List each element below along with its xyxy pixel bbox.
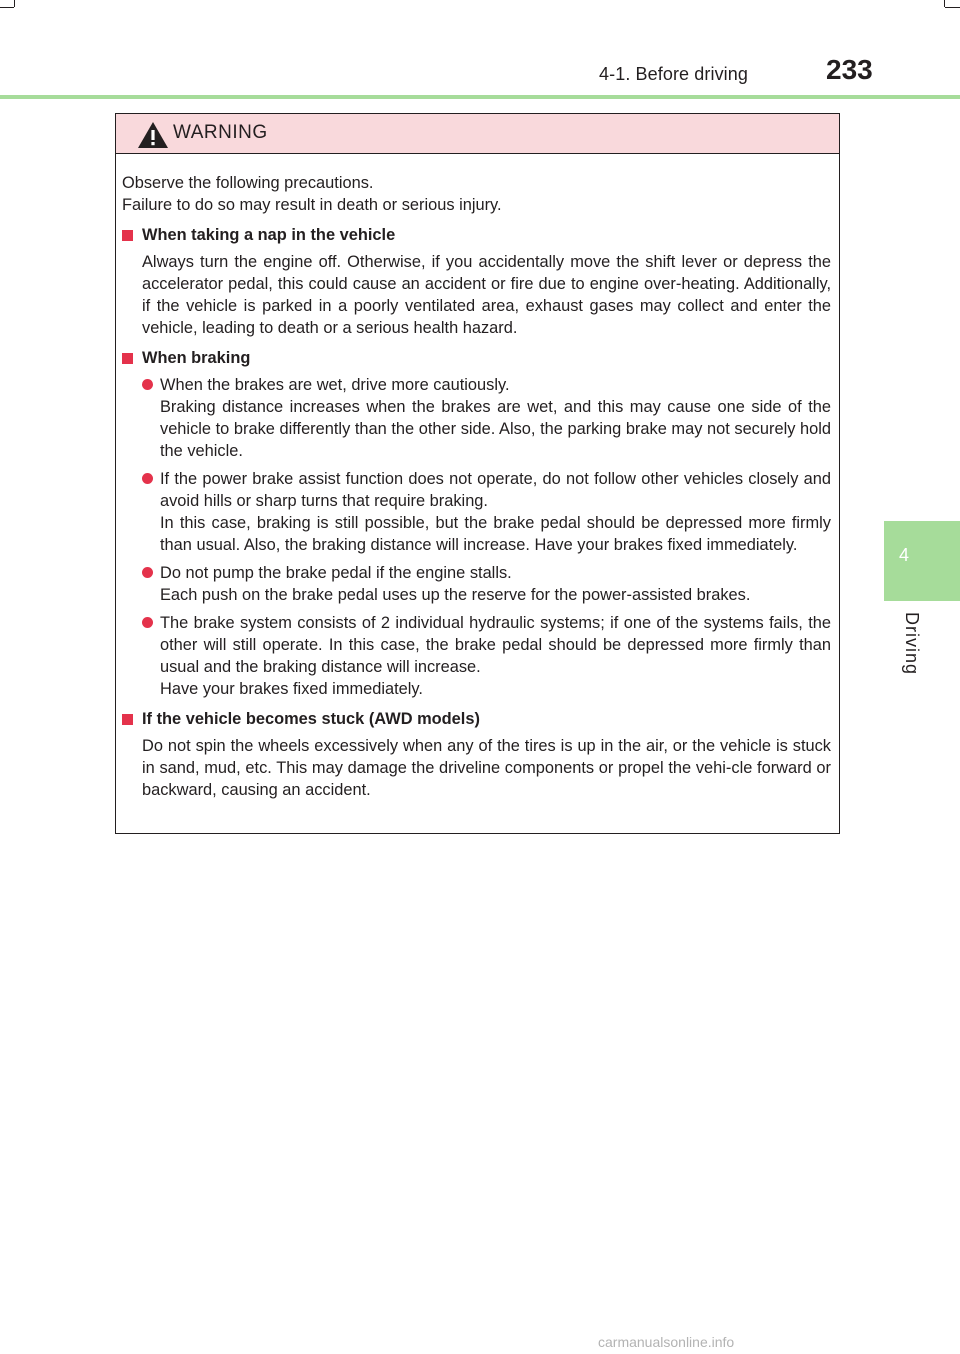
square-bullet-icon bbox=[122, 714, 133, 725]
chapter-tab-label: Driving bbox=[902, 612, 922, 676]
bullet-text bbox=[160, 468, 831, 556]
intro-line: Failure to do so may result in death or serious injury. bbox=[122, 196, 502, 214]
chapter-tab bbox=[884, 521, 960, 601]
bullet-line: In this case, braking is still possible, but the brake pedal should be depressed more firmly than usual. Also, the braking distance will increase. Have your brakes fixed immediately. bbox=[160, 514, 831, 554]
section-heading-text: If the vehicle becomes stuck (AWD models) bbox=[142, 710, 480, 728]
list-item bbox=[142, 374, 831, 462]
warning-triangle-icon bbox=[137, 121, 169, 149]
running-header-section: 4-1. Before driving bbox=[599, 64, 748, 84]
warning-body bbox=[116, 154, 839, 801]
square-bullet-icon bbox=[122, 230, 133, 241]
warning-title: WARNING bbox=[173, 122, 268, 143]
square-bullet-icon bbox=[122, 353, 133, 364]
section-heading-nap bbox=[122, 224, 831, 246]
crop-mark-top-right-h bbox=[945, 7, 960, 8]
list-item bbox=[142, 562, 831, 606]
round-bullet-icon bbox=[142, 473, 153, 484]
bullet-line: Each push on the brake pedal uses up the reserve for the power-assisted brakes. bbox=[160, 586, 751, 604]
bullet-line: Do not pump the brake pedal if the engine stalls. bbox=[160, 564, 512, 582]
bullet-text bbox=[160, 612, 831, 700]
warning-header bbox=[116, 114, 839, 154]
section-heading-braking bbox=[122, 347, 831, 369]
bullet-line: If the power brake assist function does not operate, do not follow other vehicles closely and avoid hills or sharp turns that require braking. bbox=[160, 470, 831, 510]
bullet-text bbox=[160, 374, 831, 462]
round-bullet-icon bbox=[142, 567, 153, 578]
round-bullet-icon bbox=[142, 617, 153, 628]
bullet-line: Have your brakes fixed immediately. bbox=[160, 680, 423, 698]
section-paragraph: Do not spin the wheels excessively when any of the tires is up in the air, or the vehicle is stuck in sand, mud, etc. This may damage the driveline components or propel the vehi-cle forward or backward, causing an accident. bbox=[142, 737, 831, 799]
list-item bbox=[142, 612, 831, 700]
round-bullet-icon bbox=[142, 379, 153, 390]
bullet-text bbox=[160, 562, 831, 606]
watermark[interactable]: carmanualsonline.info bbox=[598, 1334, 735, 1350]
crop-mark-top-left-v bbox=[14, 0, 15, 7]
section-heading-text: When taking a nap in the vehicle bbox=[142, 226, 396, 244]
page-number: 233 bbox=[826, 54, 873, 85]
crop-mark-top-left-h bbox=[0, 7, 14, 8]
section-heading-stuck bbox=[122, 708, 831, 730]
header-rule bbox=[0, 95, 960, 99]
bullet-line: The brake system consists of 2 individual hydraulic systems; if one of the systems fails, the other will still operate. In this case, the brake pedal should be depressed more firmly than usual and the braking distance will increase. bbox=[160, 614, 831, 676]
warning-box bbox=[115, 113, 840, 834]
warning-intro bbox=[122, 172, 831, 216]
bullet-line: When the brakes are wet, drive more cautiously. bbox=[160, 376, 510, 394]
section-heading-text: When braking bbox=[142, 349, 251, 367]
bullet-line: Braking distance increases when the brakes are wet, and this may cause one side of the vehicle to brake differently than the other side. Also, the parking brake may not securely hold the vehicle. bbox=[160, 398, 831, 460]
intro-line: Observe the following precautions. bbox=[122, 174, 374, 192]
list-item bbox=[142, 468, 831, 556]
section-paragraph: Always turn the engine off. Otherwise, if you accidentally move the shift lever or depress the accelerator pedal, this could cause an accident or fire due to engine over-heating. Additionally, if the vehicle is parked in a poorly ventilated area, exhaust gases may collect and enter the vehicle, leading to death or a serious health hazard. bbox=[142, 253, 831, 337]
crop-mark-top-right-v bbox=[944, 0, 945, 7]
chapter-tab-number: 4 bbox=[898, 545, 909, 565]
